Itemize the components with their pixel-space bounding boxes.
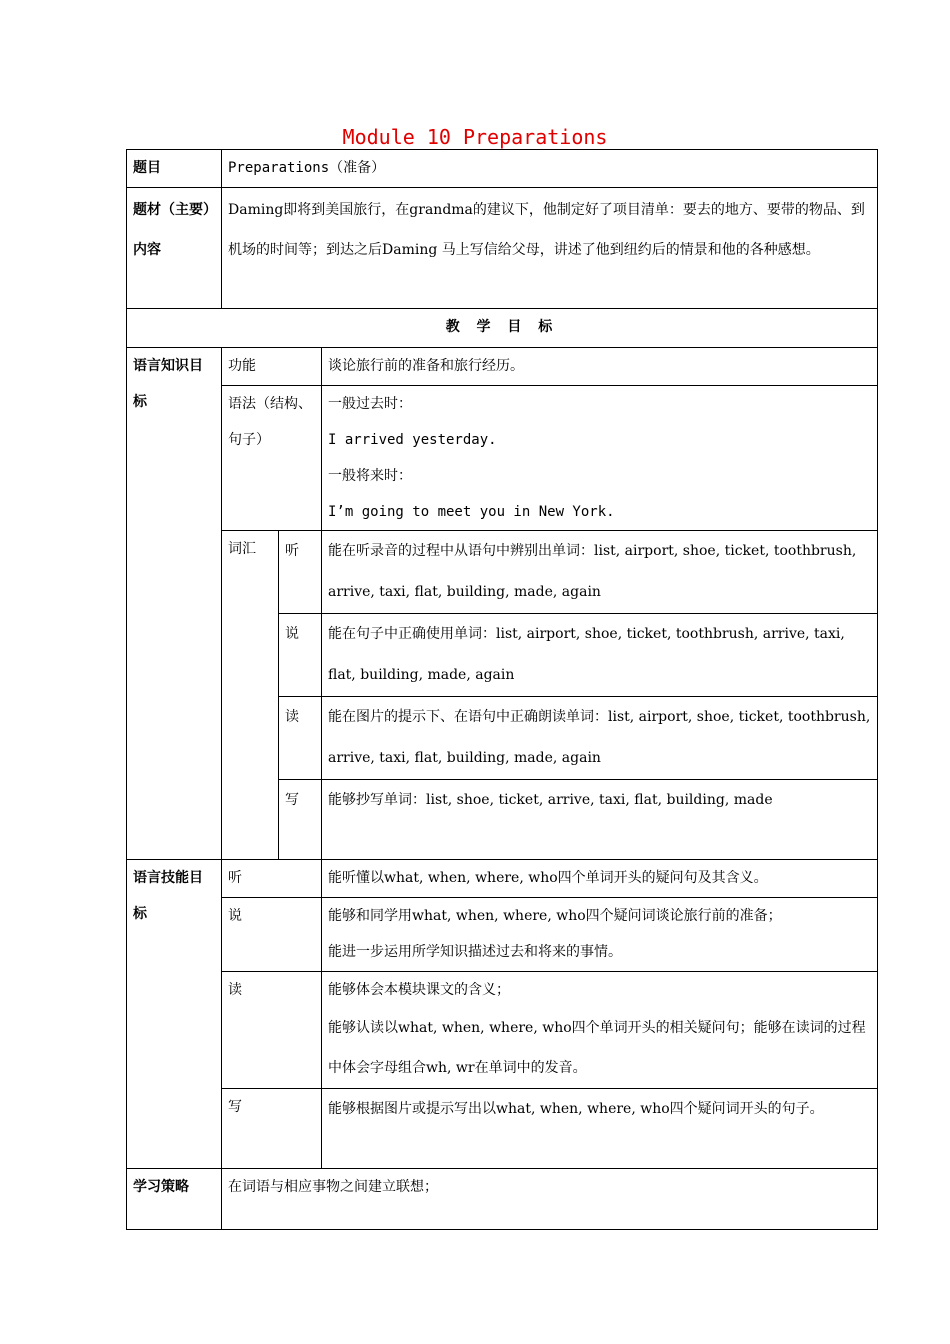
skills-read-label: 读: [222, 972, 322, 1089]
skills-write-row: [127, 1089, 878, 1169]
skills-read-line: 能够体会本模块课文的含义；: [328, 982, 510, 998]
skills-speak-row: [127, 898, 878, 972]
vocab-skill-read: 读: [279, 697, 322, 780]
material-label: 题材（主要）内容: [127, 188, 222, 309]
section-heading-row: [127, 309, 878, 348]
grammar-value: [322, 386, 878, 531]
function-row: [127, 348, 878, 386]
skills-read-text: [322, 972, 878, 1089]
skills-listen-label: 听: [222, 860, 322, 898]
section-heading: 教 学 目 标: [127, 309, 878, 348]
material-row: [127, 188, 878, 309]
material-value: Daming即将到美国旅行，在grandma的建议下，他制定好了项目清单：要去的地方、要带的物品、到机场的时间等；到达之后Daming 马上写信给父母，讲述了他到纽约后的情景和他的各种感想。: [222, 188, 878, 309]
function-label: 功能: [222, 348, 322, 386]
vocab-text-write: 能够抄写单词：list, shoe, ticket, arrive, taxi, flat, building, made: [322, 780, 878, 860]
knowledge-label: 语言知识目标: [127, 348, 222, 860]
vocab-text-listen: 能在听录音的过程中从语句中辨别出单词：list, airport, shoe, ticket, toothbrush, arrive, taxi, flat, building, made, again: [322, 531, 878, 614]
skills-write-text: 能够根据图片或提示写出以what, when, where, who四个疑问词开头的句子。: [322, 1089, 878, 1169]
grammar-line: 一般过去时：: [328, 396, 412, 412]
skills-label: 语言技能目标: [127, 860, 222, 1169]
vocab-skill-write: 写: [279, 780, 322, 860]
vocab-label: 词汇: [222, 531, 279, 860]
grammar-label: 语法（结构、句子）: [222, 386, 322, 531]
grammar-line: I arrived yesterday.: [328, 432, 497, 448]
vocab-skill-speak: 说: [279, 614, 322, 697]
function-value: 谈论旅行前的准备和旅行经历。: [322, 348, 878, 386]
skills-speak-line: 能够和同学用what, when, where, who四个疑问词谈论旅行前的准备；: [328, 908, 782, 924]
document-title: Module 10 Preparations: [342, 125, 608, 149]
skills-speak-label: 说: [222, 898, 322, 972]
skills-speak-text: [322, 898, 878, 972]
grammar-line: 一般将来时：: [328, 468, 412, 484]
vocab-text-read: 能在图片的提示下、在语句中正确朗读单词：list, airport, shoe, ticket, toothbrush, arrive, taxi, flat, building, made, again: [322, 697, 878, 780]
strategy-row: [127, 1169, 878, 1230]
vocab-text-speak: 能在句子中正确使用单词：list, airport, shoe, ticket, toothbrush, arrive, taxi, flat, building, made, again: [322, 614, 878, 697]
vocab-row-listen: [127, 531, 878, 614]
topic-row: [127, 150, 878, 188]
strategy-label: 学习策略: [127, 1169, 222, 1230]
skills-read-row: [127, 972, 878, 1089]
skills-read-line: 能够认读以what, when, where, who四个单词开头的相关疑问句；能够在读词的过程中体会字母组合wh, wr在单词中的发音。: [328, 1020, 866, 1076]
skills-speak-line: 能进一步运用所学知识描述过去和将来的事情。: [328, 944, 622, 960]
grammar-line: I’m going to meet you in New York.: [328, 504, 615, 520]
grammar-row: [127, 386, 878, 531]
skills-listen-text: 能听懂以what, when, where, who四个单词开头的疑问句及其含义。: [322, 860, 878, 898]
strategy-text: 在词语与相应事物之间建立联想；: [222, 1169, 878, 1230]
topic-value: Preparations（准备）: [222, 150, 878, 188]
topic-label: 题目: [127, 150, 222, 188]
skills-listen-row: [127, 860, 878, 898]
lesson-plan-table: [126, 149, 878, 1230]
skills-write-label: 写: [222, 1089, 322, 1169]
vocab-skill-listen: 听: [279, 531, 322, 614]
